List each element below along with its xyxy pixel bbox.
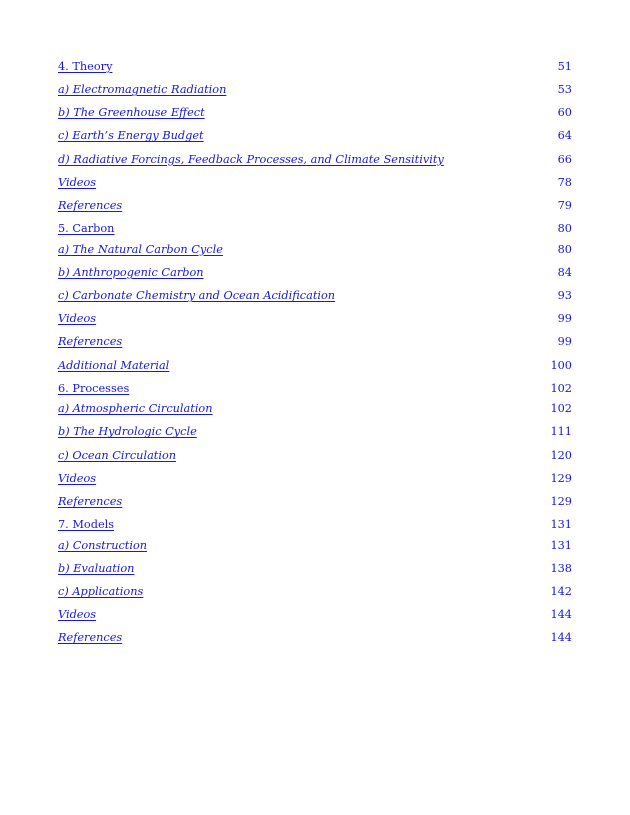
toc-section-row xyxy=(58,447,572,470)
toc-page-number[interactable]: 80 xyxy=(557,222,572,236)
toc-page-number[interactable]: 99 xyxy=(557,312,572,326)
toc-chapter-link[interactable]: 7. Models xyxy=(58,518,115,532)
toc-page-number[interactable]: 144 xyxy=(550,631,572,645)
toc-page-number[interactable]: 51 xyxy=(557,60,572,73)
toc-section-link[interactable]: Videos xyxy=(58,608,97,622)
toc-section-row xyxy=(58,310,572,333)
toc-chapter-row xyxy=(58,380,572,401)
toc-page-number[interactable]: 111 xyxy=(550,425,572,439)
toc-section-row xyxy=(58,400,572,423)
toc-page-number[interactable]: 64 xyxy=(557,129,572,143)
toc-section-row xyxy=(58,493,572,516)
toc-section-row xyxy=(58,423,572,446)
toc-page-number[interactable]: 93 xyxy=(557,289,572,302)
toc-page-number[interactable]: 144 xyxy=(550,608,572,622)
toc-chapter-row xyxy=(58,516,572,537)
toc-section-row xyxy=(58,537,572,560)
toc-section-link[interactable]: c) Applications xyxy=(58,585,144,599)
toc-section-link[interactable]: a) The Natural Carbon Cycle xyxy=(58,242,223,256)
toc-section-row xyxy=(58,560,572,583)
toc-section-link[interactable]: a) Atmospheric Circulation xyxy=(58,402,213,416)
toc-page-number[interactable]: 78 xyxy=(557,175,572,189)
toc-section-row xyxy=(58,241,572,264)
toc-section-link[interactable]: a) Electromagnetic Radiation xyxy=(58,83,227,96)
toc-section-link[interactable]: a) Construction xyxy=(58,538,148,552)
toc-page-number[interactable]: 142 xyxy=(550,585,572,599)
toc-section-link[interactable]: Videos xyxy=(58,312,97,326)
toc-chapter-row xyxy=(58,58,572,81)
toc-page-number[interactable]: 131 xyxy=(550,518,572,532)
toc-section-row xyxy=(58,357,572,380)
toc-section-link[interactable]: c) Earth’s Energy Budget xyxy=(58,129,204,143)
toc-page-number[interactable]: 60 xyxy=(557,106,572,120)
toc-chapter-link[interactable]: 6. Processes xyxy=(58,381,130,395)
toc-page-number[interactable]: 100 xyxy=(550,358,572,372)
toc-section-link[interactable]: References xyxy=(58,335,123,349)
toc-section-link[interactable]: References xyxy=(58,631,123,645)
toc-section-row xyxy=(58,104,572,127)
toc-section-link[interactable]: b) The Greenhouse Effect xyxy=(58,106,205,120)
toc-page-number[interactable]: 129 xyxy=(550,495,572,508)
toc-section-row xyxy=(58,629,572,652)
toc-section-link[interactable]: b) Anthropogenic Carbon xyxy=(58,265,204,279)
toc-page-number[interactable]: 138 xyxy=(550,561,572,575)
toc-chapter-link[interactable]: 5. Carbon xyxy=(58,222,115,236)
toc-page-number[interactable]: 120 xyxy=(550,448,572,462)
toc-section-link[interactable]: b) Evaluation xyxy=(58,561,135,575)
toc-page-number[interactable]: 129 xyxy=(550,471,572,485)
toc-section-link[interactable]: Videos xyxy=(58,471,97,485)
toc-section-link[interactable]: d) Radiative Forcings, Feedback Processes, and Climate Sensitivity xyxy=(58,152,444,166)
toc-page-number[interactable]: 66 xyxy=(557,152,572,166)
toc-section-row xyxy=(58,174,572,197)
toc-section-link[interactable]: References xyxy=(58,495,123,508)
toc-section-row xyxy=(58,197,572,220)
toc-section-row xyxy=(58,264,572,287)
toc-section-row xyxy=(58,151,572,174)
toc-chapter-row xyxy=(58,220,572,241)
toc-page-number[interactable]: 99 xyxy=(557,335,572,349)
toc-section-link[interactable]: c) Ocean Circulation xyxy=(58,448,177,462)
toc-section-row xyxy=(58,127,572,150)
toc-page-number[interactable]: 53 xyxy=(557,83,572,96)
toc-chapter-link[interactable]: 4. Theory xyxy=(58,60,113,73)
toc-section-link[interactable]: References xyxy=(58,198,123,212)
toc-section-link[interactable]: Additional Material xyxy=(58,358,170,372)
toc-page-number[interactable]: 102 xyxy=(550,381,572,395)
toc-section-row xyxy=(58,81,572,104)
toc-section-row xyxy=(58,287,572,310)
toc-section-link[interactable]: b) The Hydrologic Cycle xyxy=(58,425,197,439)
toc-section-row xyxy=(58,333,572,356)
toc-page-number[interactable]: 84 xyxy=(557,265,572,279)
toc-section-link[interactable]: Videos xyxy=(58,175,97,189)
toc-page-number[interactable]: 102 xyxy=(550,402,572,416)
toc-section-row xyxy=(58,606,572,629)
toc-page-number[interactable]: 79 xyxy=(557,198,572,212)
toc-section-link[interactable]: c) Carbonate Chemistry and Ocean Acidification xyxy=(58,289,336,302)
toc-section-row xyxy=(58,470,572,493)
toc-page-number[interactable]: 131 xyxy=(550,538,572,552)
toc-section-row xyxy=(58,583,572,606)
toc-page-number[interactable]: 80 xyxy=(557,242,572,256)
table-of-contents xyxy=(58,58,572,653)
